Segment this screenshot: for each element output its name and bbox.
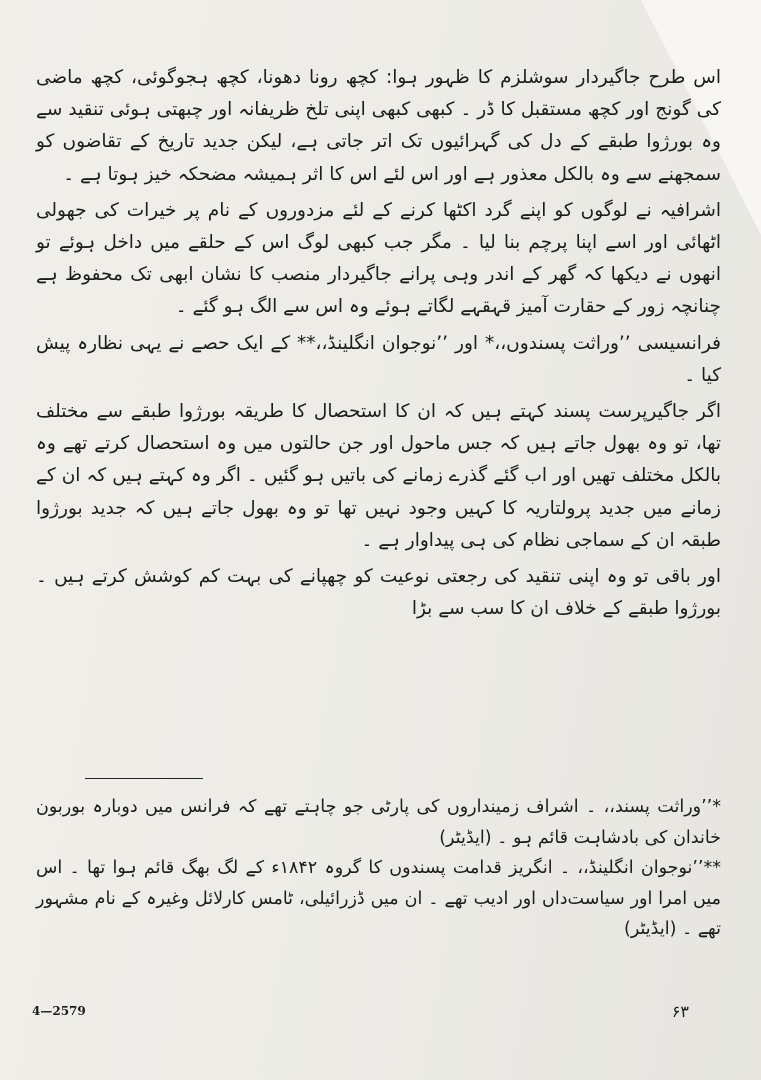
footnotes [36,792,721,945]
paragraph-2: اشرافیہ نے لوگوں کو اپنے گرد اکٹھا کرنے کے لئے مزدوروں کے نام پر خیرات کی جھولی اٹھائی اور اسے اپنا پرچم بنا لیا ۔ مگر جب کبھی لوگ اس کے حلقے میں داخل ہوئے تو انھوں نے دیکھا کہ گھر کے اندر وہی پرانے جاگیردار منصب کا نشان ابھی تک محفوظ ہے چنانچہ زور کے حقارت آمیز قہقہے لگاتے ہوئے وہ اس سے الگ ہو گئے ۔ [36,199,721,318]
paragraph-5: اور باقی تو وہ اپنی تنقید کی رجعتی نوعیت کو چھپانے کی بہت کم کوشش کرتے ہیں ۔ بورژوا طبقے کے خلاف ان کا سب سے بڑا [36,566,721,620]
main-text [36,62,721,625]
footnote-2: **’’نوجوان انگلینڈ،، ۔ انگریز قدامت پسندوں کا گروہ ۱۸۴۲ء کے لگ بھگ قائم ہوا تھا ۔ اس میں امرا اور سیاست‌داں اور ادیب تھے ۔ ان میں ڈزرائیلی، ٹامس کارلائل وغیرہ کے نام مشہور تھے ۔ (ایڈیٹر) [36,858,721,939]
paragraph-1: اس طرح جاگیردار سوشلزم کا ظہور ہوا: کچھ رونا دھونا، کچھ ہجوگوئی، کچھ ماضی کی گونج اور کچھ مستقبل کا ڈر ۔ کبھی کبھی اپنی تلخ ظریفانہ اور چبھتی ہوئی تنقید سے وہ بورژوا طبقے کے دل کی گہرائیوں تک اتر جاتی ہے، لیکن جدید تاریخ کے تقاضوں کو سمجھنے سے وہ بالکل معذور ہے اور اس لئے اس کا اثر ہمیشہ مضحکہ خیز ہوتا ہے ۔ [36,67,721,185]
page-number: ۶۳ [671,1002,689,1021]
footnote-1: *’’وراثت پسند،، ۔ اشراف زمینداروں کی پارٹی جو چاہتے تھے کہ فرانس میں دوبارہ بوربون خاندان کی بادشاہت قائم ہو ۔ (ایڈیٹر) [36,797,721,848]
footnote-divider [85,778,203,779]
print-code: 4—2579 [32,1004,86,1018]
paragraph-3: فرانسیسی ’’وراثت پسندوں،،* اور ’’نوجوان انگلینڈ،،** کے ایک حصے نے یہی نظارہ پیش کیا ۔ [36,332,721,386]
paragraph-4: اگر جاگیرپرست پسند کہتے ہیں کہ ان کا استحصال کا طریقہ بورژوا طبقے سے مختلف تھا، تو وہ بھول جاتے ہیں کہ جس ماحول اور جن حالتوں میں وہ استحصال کرتے تھے وہ بالکل مختلف تھیں اور اب گئے گذرے زمانے کی باتیں ہو گئیں ۔ اگر وہ کہتے ہیں کہ ان کے زمانے میں جدید پرولتاریہ کا کہیں وجود نہیں تھا تو وہ بھول جاتے ہیں کہ جدید بورژوا طبقہ ان کے سماجی نظام کی ہی پیداوار ہے ۔ [36,401,721,551]
